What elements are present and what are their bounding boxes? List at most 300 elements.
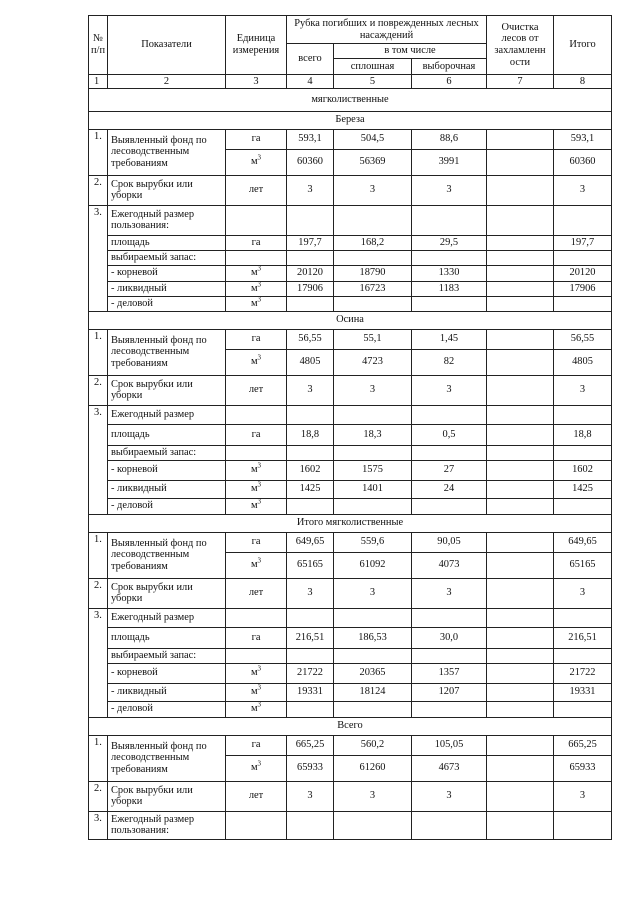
table-row — [89, 648, 612, 663]
row-num: 1. — [89, 735, 108, 781]
value-cell: 1183 — [412, 281, 487, 296]
value-cell: 197,7 — [554, 235, 612, 250]
value-cell: 1425 — [554, 480, 612, 498]
indicator-fund: Выявленный фонд по лесоводственным требованиям — [108, 329, 226, 375]
empty-cell — [287, 648, 334, 663]
value-cell: 20120 — [554, 265, 612, 281]
empty-cell — [412, 648, 487, 663]
value-cell: 18,8 — [287, 424, 334, 445]
empty-cell — [487, 405, 554, 424]
table-row — [89, 329, 612, 349]
row-num: 3. — [89, 811, 108, 839]
table-row — [89, 175, 612, 205]
row-num: 2. — [89, 175, 108, 205]
indicator-area: площадь — [108, 235, 226, 250]
indicator-liquid: - ликвидный — [108, 683, 226, 701]
value-cell: 1,45 — [412, 329, 487, 349]
header-itogo: Итого — [554, 16, 612, 75]
table-row — [89, 129, 612, 149]
empty-cell — [226, 250, 287, 265]
empty-cell — [554, 250, 612, 265]
section-title: Всего — [89, 717, 612, 735]
unit-cell — [226, 296, 287, 311]
value-cell — [487, 460, 554, 480]
row-num: 2. — [89, 781, 108, 811]
unit-cell: лет — [226, 175, 287, 205]
value-cell: 20365 — [334, 663, 412, 683]
unit-exp: 3 — [257, 683, 262, 692]
value-cell — [487, 735, 554, 755]
unit-exp: 3 — [257, 353, 262, 362]
value-cell — [554, 498, 612, 514]
value-cell — [554, 701, 612, 717]
value-cell — [487, 498, 554, 514]
group-title: мягколиственные — [89, 88, 612, 111]
value-cell — [487, 781, 554, 811]
table-row — [89, 205, 612, 235]
empty-cell — [226, 648, 287, 663]
table-row — [89, 717, 612, 735]
value-cell — [412, 498, 487, 514]
value-cell — [487, 663, 554, 683]
row-num: 2. — [89, 578, 108, 608]
value-cell: 3 — [412, 781, 487, 811]
unit-cell — [226, 755, 287, 781]
unit-cell — [226, 552, 287, 578]
unit-cell — [226, 498, 287, 514]
value-cell: 18790 — [334, 265, 412, 281]
value-cell: 665,25 — [287, 735, 334, 755]
value-cell: 649,65 — [554, 532, 612, 552]
value-cell — [487, 701, 554, 717]
value-cell: 197,7 — [287, 235, 334, 250]
value-cell: 18,8 — [554, 424, 612, 445]
unit-cell: лет — [226, 781, 287, 811]
value-cell — [487, 349, 554, 375]
value-cell: 20120 — [287, 265, 334, 281]
table-row — [89, 663, 612, 683]
empty-cell — [412, 405, 487, 424]
value-cell: 649,65 — [287, 532, 334, 552]
value-cell: 216,51 — [554, 627, 612, 648]
header-total-all: всего — [287, 44, 334, 75]
unit-m: м — [250, 686, 258, 698]
indicator-stock: выбираемый запас: — [108, 250, 226, 265]
value-cell: 4723 — [334, 349, 412, 375]
value-cell: 105,05 — [412, 735, 487, 755]
unit-m: м — [250, 356, 258, 368]
empty-cell — [287, 811, 334, 839]
unit-m: м — [250, 500, 258, 512]
value-cell — [487, 129, 554, 149]
value-cell: 3 — [412, 578, 487, 608]
value-cell — [487, 149, 554, 175]
indicator-annual: Ежегодный размер — [108, 608, 226, 627]
table-row — [89, 608, 612, 627]
unit-exp: 3 — [257, 281, 262, 289]
unit-exp: 3 — [257, 265, 262, 273]
indicator-fund: Выявленный фонд по лесоводственным требованиям — [108, 129, 226, 175]
header-unit: Единица измерения — [226, 16, 287, 75]
value-cell: 65933 — [287, 755, 334, 781]
value-cell: 56,55 — [554, 329, 612, 349]
value-cell: 1357 — [412, 663, 487, 683]
value-cell — [487, 375, 554, 405]
empty-cell — [554, 648, 612, 663]
empty-cell — [287, 405, 334, 424]
indicator-root: - корневой — [108, 663, 226, 683]
indicator-business: - деловой — [108, 701, 226, 717]
table-row — [89, 424, 612, 445]
header-including: в том числе — [334, 44, 487, 59]
value-cell: 18124 — [334, 683, 412, 701]
table-row — [89, 281, 612, 296]
colnum: 4 — [287, 75, 334, 89]
value-cell: 1602 — [554, 460, 612, 480]
value-cell: 1207 — [412, 683, 487, 701]
unit-exp: 3 — [257, 701, 262, 709]
empty-cell — [334, 405, 412, 424]
table-row — [89, 781, 612, 811]
unit-m: м — [250, 559, 258, 571]
empty-cell — [334, 608, 412, 627]
value-cell: 1425 — [287, 480, 334, 498]
unit-cell — [226, 663, 287, 683]
empty-cell — [334, 648, 412, 663]
colnum: 8 — [554, 75, 612, 89]
empty-cell — [487, 608, 554, 627]
table-row — [89, 460, 612, 480]
empty-cell — [226, 205, 287, 235]
empty-cell — [287, 250, 334, 265]
value-cell: 3 — [287, 175, 334, 205]
row-num: 1. — [89, 532, 108, 578]
table-row — [89, 405, 612, 424]
row-num: 1. — [89, 129, 108, 175]
value-cell: 21722 — [554, 663, 612, 683]
unit-exp: 3 — [257, 759, 262, 768]
value-cell: 3 — [287, 781, 334, 811]
table-row — [89, 498, 612, 514]
value-cell: 560,2 — [334, 735, 412, 755]
header-logging: Рубка погибших и поврежденных лесных насаждений — [287, 16, 487, 44]
unit-cell — [226, 701, 287, 717]
value-cell: 60360 — [554, 149, 612, 175]
row-num: 3. — [89, 608, 108, 717]
indicator-stock: выбираемый запас: — [108, 648, 226, 663]
value-cell — [554, 296, 612, 311]
unit-cell: га — [226, 424, 287, 445]
unit-m: м — [250, 762, 258, 774]
unit-cell: га — [226, 235, 287, 250]
value-cell: 16723 — [334, 281, 412, 296]
empty-cell — [554, 205, 612, 235]
unit-exp: 3 — [257, 556, 262, 565]
value-cell: 4673 — [412, 755, 487, 781]
indicator-term: Срок вырубки или уборки — [108, 175, 226, 205]
unit-exp: 3 — [257, 296, 262, 304]
value-cell: 3 — [334, 781, 412, 811]
value-cell — [334, 296, 412, 311]
unit-m: м — [250, 703, 258, 715]
value-cell: 30,0 — [412, 627, 487, 648]
unit-cell — [226, 281, 287, 296]
indicator-annual: Ежегодный размер пользования: — [108, 811, 226, 839]
table-row — [89, 250, 612, 265]
row-num: 3. — [89, 205, 108, 311]
unit-cell — [226, 265, 287, 281]
table-body — [89, 88, 612, 839]
table-row — [89, 735, 612, 755]
value-cell: 3 — [412, 175, 487, 205]
indicator-root: - корневой — [108, 460, 226, 480]
table-row — [89, 480, 612, 498]
indicator-stock: выбираемый запас: — [108, 445, 226, 460]
unit-m: м — [250, 483, 258, 495]
indicator-area: площадь — [108, 424, 226, 445]
table-row — [89, 578, 612, 608]
value-cell: 1575 — [334, 460, 412, 480]
table-row — [89, 311, 612, 329]
empty-cell — [334, 811, 412, 839]
value-cell: 1602 — [287, 460, 334, 480]
unit-m: м — [250, 464, 258, 476]
value-cell: 3 — [554, 175, 612, 205]
value-cell: 0,5 — [412, 424, 487, 445]
header-clear: сплошная — [334, 59, 412, 75]
value-cell: 593,1 — [554, 129, 612, 149]
indicator-root: - корневой — [108, 265, 226, 281]
value-cell — [487, 235, 554, 250]
indicator-annual: Ежегодный размер пользования: — [108, 205, 226, 235]
colnum: 1 — [89, 75, 108, 89]
empty-cell — [412, 811, 487, 839]
colnum: 2 — [108, 75, 226, 89]
value-cell: 4073 — [412, 552, 487, 578]
value-cell: 186,53 — [334, 627, 412, 648]
unit-cell — [226, 149, 287, 175]
unit-cell — [226, 480, 287, 498]
unit-cell: га — [226, 627, 287, 648]
value-cell: 19331 — [287, 683, 334, 701]
value-cell: 559,6 — [334, 532, 412, 552]
indicator-term: Срок вырубки или уборки — [108, 781, 226, 811]
value-cell: 88,6 — [412, 129, 487, 149]
value-cell: 216,51 — [287, 627, 334, 648]
table-row — [89, 701, 612, 717]
forest-use-table — [88, 15, 612, 840]
unit-cell — [226, 460, 287, 480]
value-cell — [487, 552, 554, 578]
table-row — [89, 627, 612, 648]
value-cell — [487, 683, 554, 701]
value-cell: 17906 — [554, 281, 612, 296]
unit-exp: 3 — [257, 664, 262, 673]
table-row — [89, 111, 612, 129]
value-cell — [287, 498, 334, 514]
value-cell: 61092 — [334, 552, 412, 578]
indicator-business: - деловой — [108, 498, 226, 514]
value-cell — [487, 627, 554, 648]
value-cell: 21722 — [287, 663, 334, 683]
indicator-fund: Выявленный фонд по лесоводственным требованиям — [108, 735, 226, 781]
value-cell — [487, 755, 554, 781]
colnum: 6 — [412, 75, 487, 89]
indicator-annual: Ежегодный размер — [108, 405, 226, 424]
value-cell: 29,5 — [412, 235, 487, 250]
unit-m: м — [250, 156, 258, 168]
unit-exp: 3 — [257, 480, 262, 489]
table-row — [89, 532, 612, 552]
section-title: Береза — [89, 111, 612, 129]
row-num: 3. — [89, 405, 108, 514]
value-cell: 17906 — [287, 281, 334, 296]
value-cell: 665,25 — [554, 735, 612, 755]
table-row — [89, 265, 612, 281]
empty-cell — [487, 445, 554, 460]
empty-cell — [412, 445, 487, 460]
header-indicator: Показатели — [108, 16, 226, 75]
value-cell: 3 — [554, 375, 612, 405]
unit-cell: га — [226, 329, 287, 349]
unit-m: м — [250, 667, 258, 679]
value-cell — [487, 296, 554, 311]
unit-cell: га — [226, 735, 287, 755]
indicator-liquid: - ликвидный — [108, 281, 226, 296]
empty-cell — [226, 608, 287, 627]
unit-cell — [226, 349, 287, 375]
table-row — [89, 683, 612, 701]
value-cell: 3 — [334, 175, 412, 205]
empty-cell — [487, 648, 554, 663]
unit-cell: лет — [226, 375, 287, 405]
unit-cell — [226, 683, 287, 701]
value-cell: 4805 — [554, 349, 612, 375]
value-cell — [487, 281, 554, 296]
empty-cell — [412, 250, 487, 265]
value-cell: 1401 — [334, 480, 412, 498]
unit-exp: 3 — [257, 153, 262, 162]
empty-cell — [412, 608, 487, 627]
value-cell — [334, 701, 412, 717]
value-cell — [287, 296, 334, 311]
row-num: 2. — [89, 375, 108, 405]
value-cell: 3991 — [412, 149, 487, 175]
empty-cell — [412, 205, 487, 235]
table-row — [89, 375, 612, 405]
value-cell — [487, 480, 554, 498]
empty-cell — [226, 405, 287, 424]
table-row — [89, 235, 612, 250]
value-cell — [334, 498, 412, 514]
value-cell: 27 — [412, 460, 487, 480]
unit-m: м — [250, 297, 258, 309]
empty-cell — [226, 445, 287, 460]
empty-cell — [287, 608, 334, 627]
table-row — [89, 811, 612, 839]
value-cell: 3 — [554, 578, 612, 608]
unit-m: м — [250, 282, 258, 294]
value-cell: 504,5 — [334, 129, 412, 149]
colnum: 3 — [226, 75, 287, 89]
value-cell — [412, 701, 487, 717]
value-cell: 3 — [287, 375, 334, 405]
empty-cell — [334, 250, 412, 265]
value-cell: 56,55 — [287, 329, 334, 349]
colnum: 5 — [334, 75, 412, 89]
colnum: 7 — [487, 75, 554, 89]
value-cell — [487, 532, 554, 552]
value-cell: 168,2 — [334, 235, 412, 250]
table-row — [89, 514, 612, 532]
value-cell: 65165 — [554, 552, 612, 578]
unit-cell: га — [226, 129, 287, 149]
section-title: Итого мягколиственные — [89, 514, 612, 532]
value-cell: 3 — [287, 578, 334, 608]
value-cell — [487, 424, 554, 445]
value-cell: 3 — [334, 375, 412, 405]
value-cell: 65933 — [554, 755, 612, 781]
value-cell: 3 — [554, 781, 612, 811]
empty-cell — [554, 405, 612, 424]
value-cell: 3 — [334, 578, 412, 608]
value-cell: 18,3 — [334, 424, 412, 445]
value-cell: 56369 — [334, 149, 412, 175]
indicator-business: - деловой — [108, 296, 226, 311]
value-cell: 55,1 — [334, 329, 412, 349]
value-cell: 82 — [412, 349, 487, 375]
empty-cell — [487, 811, 554, 839]
indicator-term: Срок вырубки или уборки — [108, 578, 226, 608]
value-cell: 60360 — [287, 149, 334, 175]
value-cell — [487, 265, 554, 281]
table-row — [89, 445, 612, 460]
header-selective: выборочная — [412, 59, 487, 75]
empty-cell — [554, 811, 612, 839]
unit-cell: га — [226, 532, 287, 552]
unit-exp: 3 — [257, 461, 262, 470]
indicator-term: Срок вырубки или уборки — [108, 375, 226, 405]
empty-cell — [226, 811, 287, 839]
header-cleaning: Очистка лесов от захламленн ости — [487, 16, 554, 75]
table-row — [89, 296, 612, 311]
value-cell: 3 — [412, 375, 487, 405]
value-cell: 4805 — [287, 349, 334, 375]
indicator-fund: Выявленный фонд по лесоводственным требованиям — [108, 532, 226, 578]
empty-cell — [287, 205, 334, 235]
unit-m: м — [250, 267, 258, 279]
empty-cell — [334, 445, 412, 460]
indicator-liquid: - ликвидный — [108, 480, 226, 498]
value-cell: 593,1 — [287, 129, 334, 149]
empty-cell — [554, 608, 612, 627]
indicator-area: площадь — [108, 627, 226, 648]
empty-cell — [334, 205, 412, 235]
value-cell — [487, 329, 554, 349]
value-cell: 24 — [412, 480, 487, 498]
empty-cell — [287, 445, 334, 460]
value-cell — [412, 296, 487, 311]
empty-cell — [554, 445, 612, 460]
header-num: № п/п — [89, 16, 108, 75]
value-cell: 90,05 — [412, 532, 487, 552]
value-cell: 1330 — [412, 265, 487, 281]
value-cell: 65165 — [287, 552, 334, 578]
unit-cell: лет — [226, 578, 287, 608]
empty-cell — [487, 205, 554, 235]
value-cell — [487, 175, 554, 205]
value-cell — [487, 578, 554, 608]
